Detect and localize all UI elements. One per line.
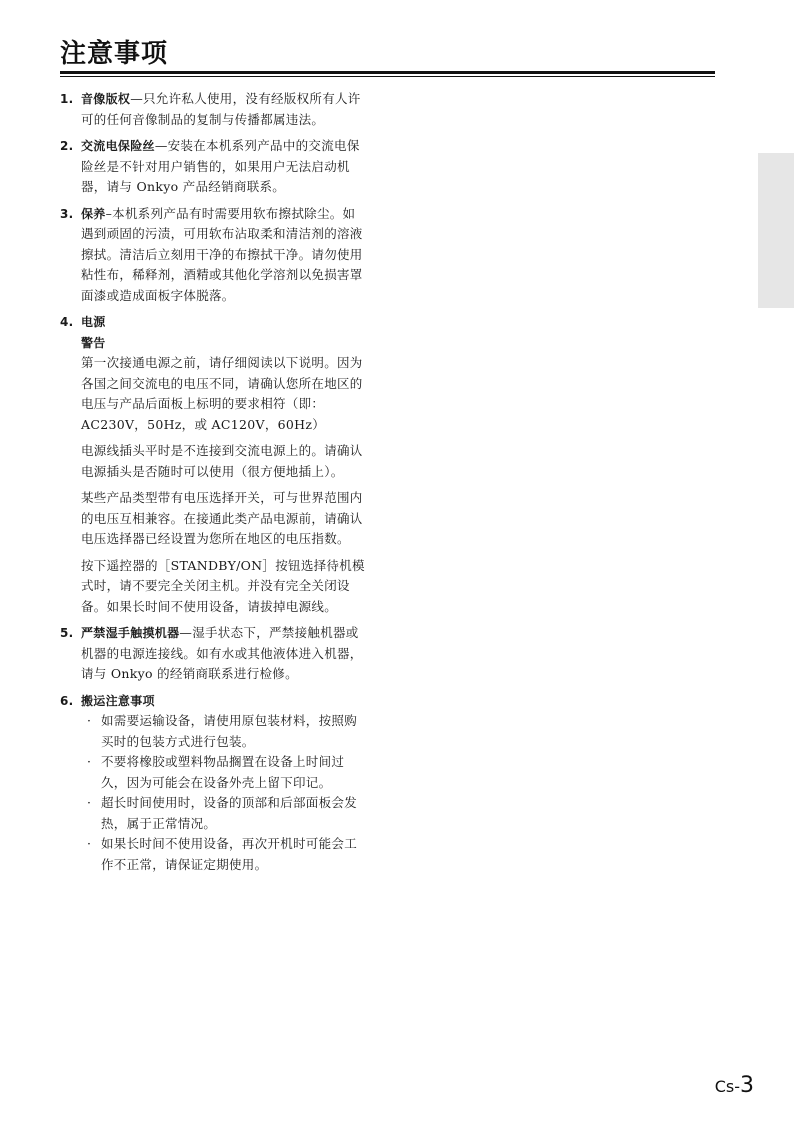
power-paragraph-1: 第一次接通电源之前，请仔细阅读以下说明。因为各国之间交流电的电压不同，请确认您所在地区的电压与产品后面板上标明的要求相符（即：AC230V，50Hz，或 AC120V，60Hz） xyxy=(81,355,363,432)
section-side-tab xyxy=(758,153,794,308)
item-number: 4. xyxy=(60,315,74,329)
item-number: 6. xyxy=(60,693,74,708)
bullet-text: 如果长时间不使用设备，再次开机时可能会工作不正常，请保证定期使用。 xyxy=(101,836,358,872)
bullet-text: 不要将橡胶或塑料物品搁置在设备上时间过久，因为可能会在设备外壳上留下印记。 xyxy=(101,754,345,790)
bullet-text: 如需要运输设备，请使用原包装材料，按照购买时的包装方式进行包装。 xyxy=(101,713,358,749)
bullet-item xyxy=(85,711,365,752)
precaution-item-6 xyxy=(60,691,365,876)
precaution-item-5 xyxy=(60,623,365,685)
precaution-item-2 xyxy=(60,136,365,198)
item-body: –本机系列产品有时需要用软布擦拭除尘。如遇到顽固的污渍，可用软布沾取柔和清洁剂的溶液擦拭。清洁后立刻用干净的布擦拭干净。请勿使用粘性布，稀释剂，酒精或其他化学溶剂以免损害罩面漆或造成面板字体脱落。 xyxy=(81,205,363,303)
bullet-mark: · xyxy=(87,795,92,810)
warning-subheading: 警告 xyxy=(81,335,106,350)
bullet-item xyxy=(85,752,365,793)
bullet-item xyxy=(85,834,365,875)
bullet-item xyxy=(85,793,365,834)
bullet-mark: · xyxy=(87,836,92,851)
precautions-list xyxy=(60,89,365,881)
item-heading: 交流电保险丝 xyxy=(81,139,155,153)
item-number: 3. xyxy=(60,206,74,221)
power-paragraph-4: 按下遥控器的［STANDBY/ON］按钮选择待机模式时，请不要完全关闭主机。并没有完全关闭设备。如果长时间不使用设备，请拔掉电源线。 xyxy=(81,557,365,614)
page-number-prefix: Cs- xyxy=(714,1077,740,1096)
item-heading: 电源 xyxy=(81,315,106,329)
item-body: —只允许私人使用，没有经版权所有人许可的任何音像制品的复制与传播都属违法。 xyxy=(81,91,361,127)
precaution-item-3 xyxy=(60,204,365,307)
item-body: —湿手状态下，严禁接触机器或机器的电源连接线。如有水或其他液体进入机器，请与 Onkyo 的经销商联系进行检修。 xyxy=(81,625,363,681)
item-heading: 音像版权 xyxy=(81,92,131,106)
precaution-item-1 xyxy=(60,89,365,130)
page-title: 注意事项 xyxy=(60,39,169,69)
title-rule-thick xyxy=(60,71,715,74)
item-number: 2. xyxy=(60,139,74,153)
item-number: 1. xyxy=(60,92,74,106)
page-number xyxy=(715,1073,754,1098)
title-rule-thin xyxy=(60,76,715,77)
power-paragraph-3: 某些产品类型带有电压选择开关，可与世界范围内的电压互相兼容。在接通此类产品电源前，请确认电压选择器已经设置为您所在地区的电压指数。 xyxy=(81,490,363,546)
item-heading: 搬运注意事项 xyxy=(81,693,155,708)
precaution-item-4 xyxy=(60,312,365,617)
bullet-mark: · xyxy=(87,713,92,728)
item-heading: 严禁湿手触摸机器 xyxy=(81,626,180,640)
bullet-text: 超长时间使用时，设备的顶部和后部面板会发热，属于正常情况。 xyxy=(101,795,358,831)
bullet-mark: · xyxy=(87,754,92,769)
item-body: —安装在本机系列产品中的交流电保险丝是不针对用户销售的，如果用户无法启动机器，请与 Onkyo 产品经销商联系。 xyxy=(81,138,360,194)
item-number: 5. xyxy=(60,626,74,640)
item-heading: 保养 xyxy=(81,206,106,221)
page-number-value: 3 xyxy=(740,1073,754,1098)
power-paragraph-2: 电源线插头平时是不连接到交流电源上的。请确认电源插头是否随时可以使用（很方便地插上）。 xyxy=(81,443,363,479)
